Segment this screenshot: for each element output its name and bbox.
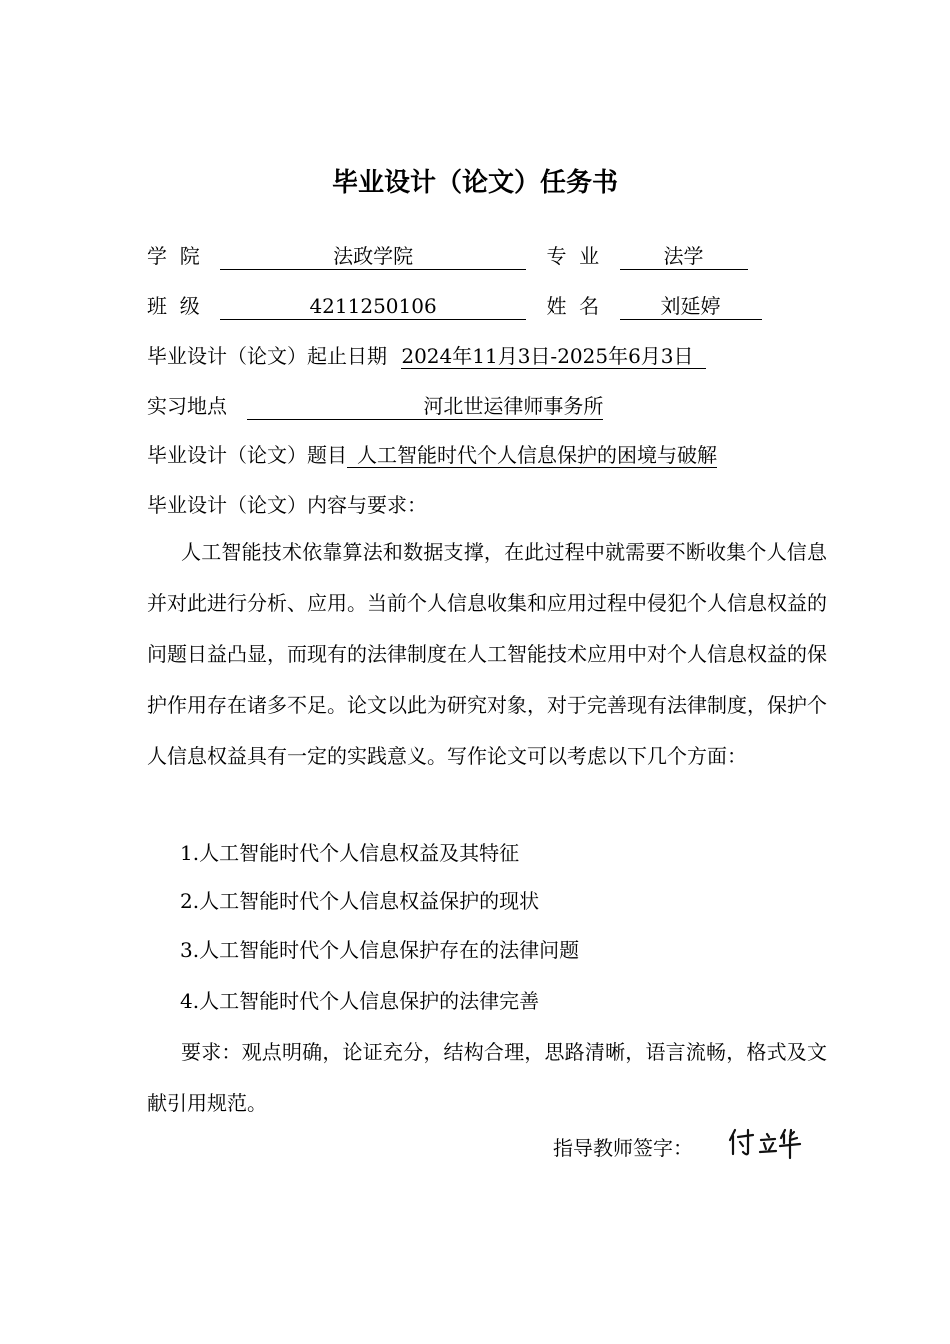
location-value: 河北世运律师事务所 (247, 393, 603, 420)
college-major-row (147, 242, 748, 270)
class-value: 4211250106 (220, 293, 526, 320)
signature-label: 指导教师签字： (553, 1136, 693, 1160)
dates-row (147, 342, 706, 370)
college-label: 学 院 (147, 244, 200, 268)
major-value: 法学 (620, 243, 748, 270)
name-value: 刘延婷 (620, 293, 762, 320)
dates-label: 毕业设计（论文）起止日期 (147, 344, 387, 368)
content-heading: 毕业设计（论文）内容与要求： (147, 493, 427, 517)
topic-value: 人工智能时代个人信息保护的困境与破解 (347, 443, 717, 468)
list-item: 2.人工智能时代个人信息权益保护的现状 (180, 889, 540, 913)
list-item: 1.人工智能时代个人信息权益及其特征 (180, 841, 520, 865)
topic-label: 毕业设计（论文）题目 (147, 443, 347, 467)
name-label: 姓 名 (546, 294, 600, 318)
list-item: 3.人工智能时代个人信息保护存在的法律问题 (180, 938, 580, 962)
dates-value: 2024年11月3日-2025年6月3日 (401, 344, 705, 369)
class-label: 班 级 (147, 294, 200, 318)
handwritten-signature (727, 1126, 803, 1160)
document-title: 毕业设计（论文）任务书 (331, 168, 618, 198)
content-paragraph: 人工智能技术依靠算法和数据支撑，在此过程中就需要不断收集个人信息并对此进行分析、应用。当前个人信息收集和应用过程中侵犯个人信息权益的问题日益凸显，而现有的法律制度在人工智能技术应用中对个人信息权益的保护作用存在诸多不足。论文以此为研究对象，对于完善现有法律制度，保护个人信息权益具有一定的实践意义。写作论文可以考虑以下几个方面： (147, 540, 827, 768)
college-value: 法政学院 (220, 243, 526, 270)
requirements-paragraph: 要求：观点明确，论证充分，结构合理，思路清晰，语言流畅，格式及文献引用规范。 (147, 1040, 827, 1115)
location-label: 实习地点 (147, 394, 227, 418)
location-row (147, 392, 603, 420)
class-name-row (147, 292, 762, 320)
list-item: 4.人工智能时代个人信息保护的法律完善 (180, 989, 540, 1013)
major-label: 专 业 (546, 244, 600, 268)
topic-row (147, 441, 717, 469)
